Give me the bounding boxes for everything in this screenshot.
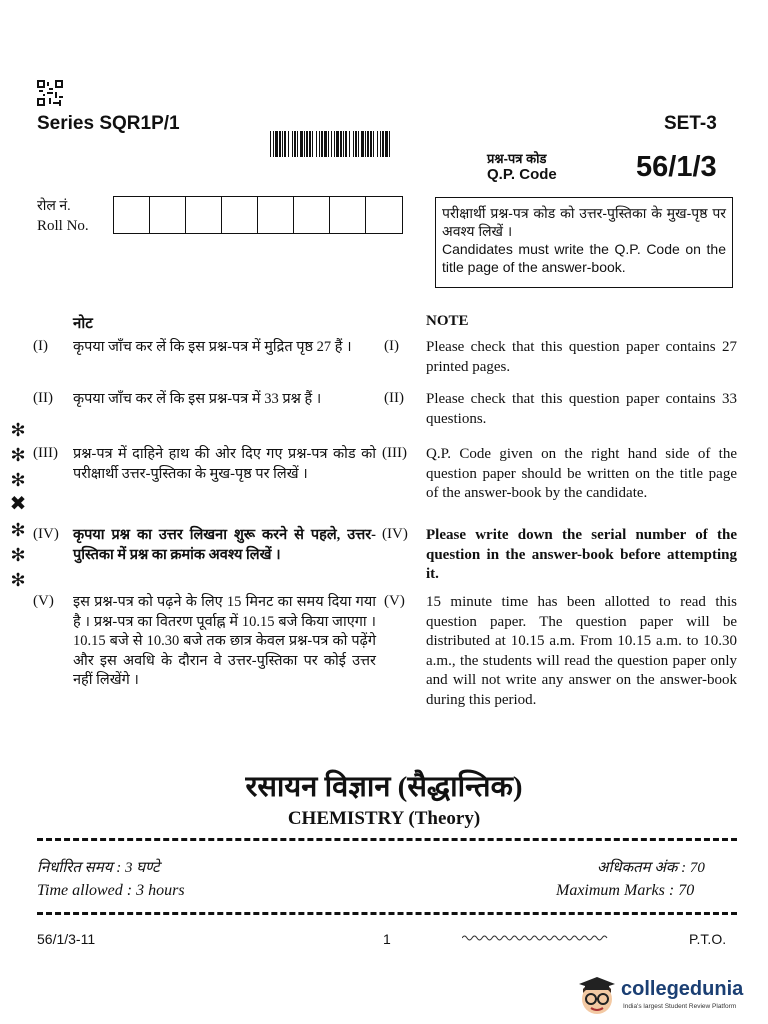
- note-number-english: (IV): [382, 526, 408, 542]
- note-english: Please write down the serial number of the question in the answer-book before attempting it.: [426, 527, 737, 582]
- qp-code-label: Q.P. Code: [487, 166, 557, 183]
- series-label: Series SQR1P/1: [37, 113, 180, 134]
- flower-icon: ✻: [10, 545, 26, 565]
- footer-code: 56/1/3-11: [37, 931, 96, 947]
- flower-icon: ✻: [10, 570, 26, 590]
- watermark-name: collegedunia: [621, 978, 744, 1000]
- roll-digit-box[interactable]: [294, 197, 330, 233]
- divider: [37, 838, 737, 841]
- note-hindi: कृपया जाँच कर लें कि इस प्रश्न-पत्र में 33 प्रश्न हैं ।: [73, 391, 322, 407]
- note-hindi: प्रश्न-पत्र में दाहिने हाथ की ओर दिए गए प्रश्न-पत्र कोड को परीक्षार्थी उत्तर-पुस्तिका के मुख-पृष्ठ पर लिखें ।: [73, 446, 376, 482]
- qr-code: [37, 80, 63, 106]
- roll-label-hindi: रोल नं.: [37, 199, 71, 214]
- roll-number-boxes[interactable]: [113, 196, 403, 234]
- collegedunia-logo: [575, 975, 755, 1017]
- note-english: Q.P. Code given on the right hand side of the question paper should be written on the title page of the answer-book by the candidate.: [426, 446, 737, 501]
- note-english: Please check that this question paper contains 33 questions.: [426, 391, 737, 427]
- subject-title: CHEMISTRY (Theory): [287, 808, 481, 829]
- roll-digit-box[interactable]: [366, 197, 402, 233]
- note-title-hindi: नोट: [73, 316, 93, 332]
- note-number-hindi: (II): [33, 390, 53, 406]
- note-number-english: (V): [384, 593, 405, 609]
- time-allowed: Time allowed : 3 hours: [37, 882, 185, 899]
- note-hindi: इस प्रश्न-पत्र को पढ़ने के लिए 15 मिनट का समय दिया गया है । प्रश्न-पत्र का वितरण पूर्वाह्न में 10.15 बजे किया जाएगा । 10.15 बजे से 10.30 बजे तक छात्र केवल प्रश्न-पत्र को पढ़ेंगे और इस अवधि के दौरान वे उत्तर-पुस्तिका पर कोई उत्तर नहीं लिखेंगे ।: [73, 594, 376, 688]
- note-number-hindi: (III): [33, 445, 58, 461]
- max-marks-hindi: अधिकतम अंक : 70: [597, 860, 705, 876]
- subject-title-hindi: रसायन विज्ञान (सैद्धान्तिक): [245, 771, 523, 803]
- note-title-english: NOTE: [426, 313, 469, 329]
- note-number-english: (III): [382, 445, 407, 461]
- note-hindi: कृपया प्रश्न का उत्तर लिखना शुरू करने से पहले, उत्तर-पुस्तिका में प्रश्न का क्रमांक अवश्य लिखें ।: [73, 527, 376, 563]
- notice-hindi: परीक्षार्थी प्रश्न-पत्र कोड को उत्तर-पुस्तिका के मुख-पृष्ठ पर अवश्य लिखें ।: [442, 205, 726, 239]
- qp-code-notice: [435, 197, 733, 288]
- roll-digit-box[interactable]: [186, 197, 222, 233]
- pto-label: P.T.O.: [689, 931, 727, 947]
- barcode: [270, 131, 392, 157]
- divider: [37, 912, 737, 915]
- mascot-icon: [575, 975, 619, 1019]
- roll-label: Roll No.: [37, 218, 89, 234]
- note-number-hindi: (V): [33, 593, 54, 609]
- note-english: Please check that this question paper contains 27 printed pages.: [426, 339, 737, 375]
- wavy-line: [462, 933, 612, 943]
- roll-digit-box[interactable]: [222, 197, 258, 233]
- roll-digit-box[interactable]: [114, 197, 150, 233]
- qp-code: 56/1/3: [636, 151, 717, 183]
- note-english: 15 minute time has been allotted to read this question paper. The question paper will be distributed at 10.15 a.m. From 10.15 a.m. to 10.30 a.m., the students will read the question paper only and will not write any answer on the answer-book during this period.: [426, 594, 737, 708]
- note-number-english: (II): [384, 390, 404, 406]
- watermark-tagline: India's largest Student Review Platform: [623, 1003, 737, 1010]
- flower-icon: ✻: [10, 445, 26, 465]
- flower-icon: ✻: [10, 470, 26, 490]
- note-number-hindi: (I): [33, 338, 48, 354]
- note-number-hindi: (IV): [33, 526, 59, 542]
- roll-digit-box[interactable]: [258, 197, 294, 233]
- flower-icon: ✻: [10, 420, 26, 440]
- cross-icon: ✖: [9, 493, 27, 515]
- qp-code-label-hindi: प्रश्न-पत्र कोड: [487, 151, 547, 166]
- roll-digit-box[interactable]: [150, 197, 186, 233]
- time-allowed-hindi: निर्धारित समय : 3 घण्टे: [37, 860, 160, 876]
- notice-english: Candidates must write the Q.P. Code on the title page of the answer-book.: [442, 241, 726, 275]
- note-number-english: (I): [384, 338, 399, 354]
- flower-icon: ✻: [10, 520, 26, 540]
- page-number: 1: [383, 931, 391, 947]
- note-hindi: कृपया जाँच कर लें कि इस प्रश्न-पत्र में मुद्रित पृष्ठ 27 हैं ।: [73, 339, 352, 355]
- max-marks: Maximum Marks : 70: [556, 882, 695, 899]
- roll-digit-box[interactable]: [330, 197, 366, 233]
- set-label: SET-3: [664, 113, 717, 134]
